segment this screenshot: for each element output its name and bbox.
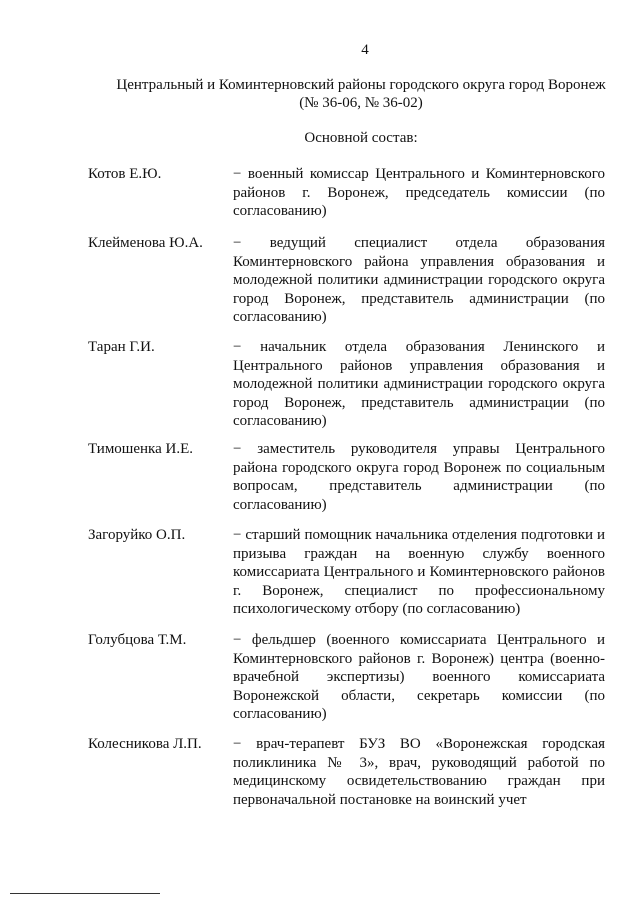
member-name: Загоруйко О.П. [88, 527, 186, 543]
footer-rule [10, 893, 160, 894]
member-name: Тимошенка И.Е. [88, 441, 194, 457]
member-role: − старший помощник начальника отделения подготовки и призыва граждан на военную службу военного комиссариата Центрального и Коминтерновского районов г. Воронеж, специалист по профессиональному психологическому отбору (по согласованию) [233, 527, 605, 617]
title-line-2: (№ 36-06, № 36-02) [299, 95, 423, 111]
member-role: − ведущий специалист отдела образования Коминтерновского района управления образования и молодежной политики администрации городского округа город Воронеж, представитель администрации (по согласованию) [233, 235, 605, 325]
member-role: − начальник отдела образования Ленинского и Центрального районов управления образования и молодежной политики администрации городского округа город Воронеж, представитель администрации (по согласованию) [233, 339, 605, 429]
member-name: Голубцова Т.М. [88, 632, 187, 648]
member-role: − военный комиссар Центрального и Коминтерновского районов г. Воронеж, председатель комиссии (по согласованию) [233, 166, 605, 219]
page-number: 4 [361, 42, 369, 58]
member-name: Таран Г.И. [88, 339, 155, 355]
member-role: − фельдшер (военного комиссариата Центрального и Коминтерновского районов г. Воронеж) центра (военно-врачебной экспертизы) военного комиссариата Воронежской области, секретарь комиссии (по согласованию) [233, 632, 605, 722]
member-role: − заместитель руководителя управы Центрального района городского округа город Воронеж по социальным вопросам, представитель администрации (по согласованию) [233, 441, 605, 513]
member-role: − врач-терапевт БУЗ ВО «Воронежская городская поликлиника № 3», врач, руководящий работой по медицинскому освидетельствованию граждан при первоначальной постановке на воинский учет [233, 736, 605, 808]
member-name: Колесникова Л.П. [88, 736, 202, 752]
member-name: Клейменова Ю.А. [88, 235, 203, 251]
section-heading: Основной состав: [304, 130, 418, 146]
member-name: Котов Е.Ю. [88, 166, 162, 182]
title-line-1: Центральный и Коминтерновский районы городского округа город Воронеж [116, 77, 606, 93]
document-title [100, 76, 622, 112]
